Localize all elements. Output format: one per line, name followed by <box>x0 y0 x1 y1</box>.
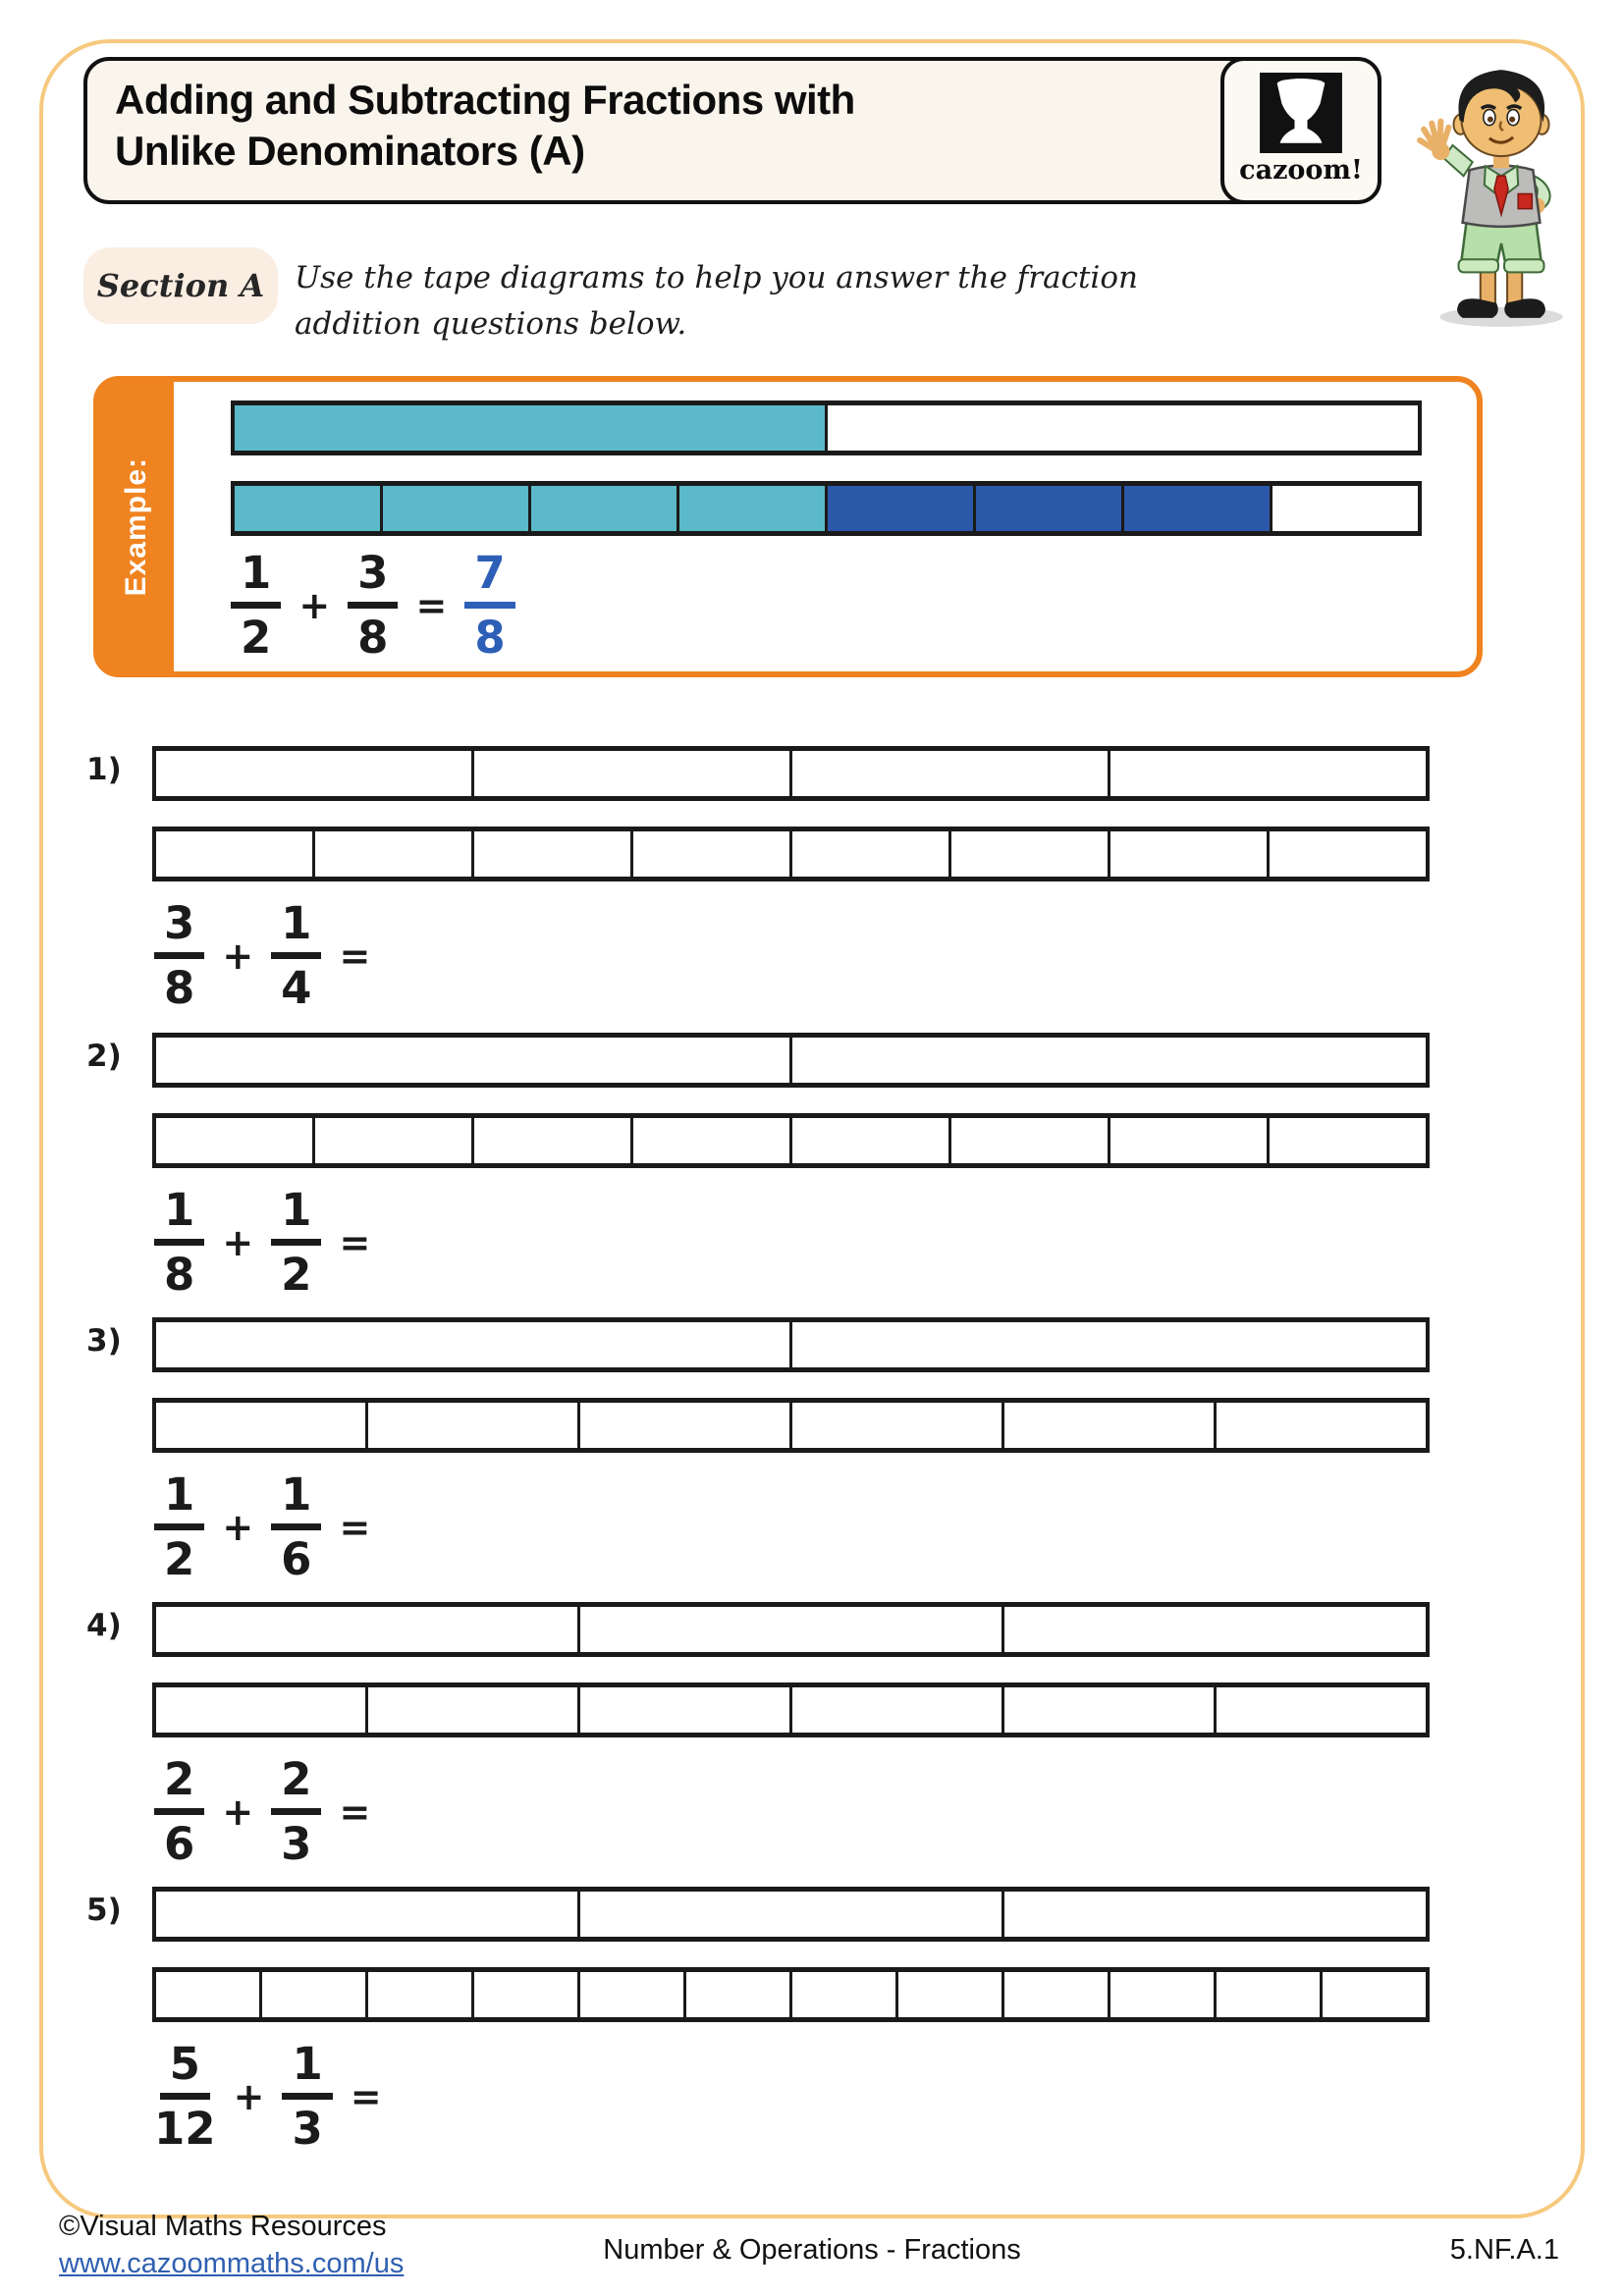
tape-cell <box>262 1972 368 2017</box>
tape-cell <box>383 486 531 531</box>
tape-cell <box>1004 1607 1426 1652</box>
fraction <box>154 2038 216 2155</box>
page-title <box>115 75 855 177</box>
tape-cell <box>792 1322 1426 1367</box>
fraction-numerator: 7 <box>464 551 514 609</box>
tape-diagram-top <box>152 1317 1430 1372</box>
question-equation <box>154 1753 388 1870</box>
tape-cell <box>1110 831 1270 877</box>
tape-cell <box>1124 486 1272 531</box>
tape-diagram-top <box>152 1887 1430 1942</box>
tape-cell <box>1270 831 1426 877</box>
fraction-denominator: 4 <box>281 962 312 1014</box>
equals-sign: = <box>339 1505 371 1549</box>
question-number: 1) <box>86 752 122 787</box>
footer-copyright: ©Visual Maths Resources <box>59 2211 387 2242</box>
tape-cell <box>828 486 976 531</box>
tape-cell <box>368 1687 580 1733</box>
question-1 <box>0 746 1624 1033</box>
instruction-line2: addition questions below. <box>295 306 687 342</box>
tape-cell <box>580 1403 792 1448</box>
tape-cell <box>792 1403 1004 1448</box>
fraction-numerator: 2 <box>154 1757 204 1815</box>
fraction <box>271 1184 321 1301</box>
example-box <box>93 376 1483 677</box>
footer-standard-code: 5.NF.A.1 <box>1449 2234 1559 2266</box>
cazoom-logo <box>1220 57 1381 204</box>
fraction <box>271 1753 321 1870</box>
fraction <box>154 1468 204 1585</box>
tape-cell <box>1004 1687 1217 1733</box>
fraction-numerator: 1 <box>231 551 281 609</box>
tape-cell <box>580 1972 686 2017</box>
title-box <box>83 57 1381 204</box>
section-label <box>83 247 278 324</box>
tape-cell <box>898 1972 1004 2017</box>
question-3 <box>0 1317 1624 1604</box>
fraction-denominator: 2 <box>241 612 272 664</box>
page-title-line2: Unlike Denominators (A) <box>115 128 585 174</box>
tape-cell <box>156 751 474 796</box>
example-tab-label: Example: <box>120 456 152 597</box>
fraction <box>231 547 281 664</box>
question-tapes <box>152 1033 1430 1319</box>
tape-cell <box>1110 751 1426 796</box>
tape-cell <box>792 751 1110 796</box>
fraction <box>154 897 204 1014</box>
example-tape-top <box>231 400 1422 455</box>
footer-url-link[interactable]: www.cazoommaths.com/us <box>59 2248 405 2279</box>
tape-cell <box>156 1892 580 1937</box>
fraction-numerator: 1 <box>271 901 321 959</box>
tape-cell <box>474 1118 633 1163</box>
fraction-numerator: 3 <box>154 901 204 959</box>
tape-cell <box>1004 1892 1426 1937</box>
tape-cell <box>580 1892 1004 1937</box>
fraction-numerator: 2 <box>271 1757 321 1815</box>
tape-cell <box>315 831 474 877</box>
fraction <box>154 1753 204 1870</box>
tape-cell <box>792 1687 1004 1733</box>
plus-sign: + <box>298 583 331 627</box>
fraction-denominator: 2 <box>281 1249 312 1301</box>
tape-cell <box>1272 486 1418 531</box>
tape-cell <box>156 1322 792 1367</box>
question-equation <box>154 2038 400 2155</box>
tape-cell <box>1217 1403 1426 1448</box>
equals-sign: = <box>339 1220 371 1264</box>
section-label-text: Section A <box>96 267 265 304</box>
tape-diagram-bottom <box>152 1682 1430 1737</box>
equals-sign: = <box>339 934 371 978</box>
example-tab <box>99 382 174 671</box>
equals-sign: = <box>350 2074 382 2118</box>
tape-cell <box>156 1687 368 1733</box>
fraction-numerator: 1 <box>154 1472 204 1530</box>
tape-cell <box>792 1972 898 2017</box>
tape-cell <box>474 751 792 796</box>
tape-cell <box>1004 1972 1110 2017</box>
plus-sign: + <box>222 1505 254 1549</box>
plus-sign: + <box>222 1220 254 1264</box>
tape-cell <box>156 1118 315 1163</box>
question-equation <box>154 897 388 1014</box>
fraction <box>271 1468 321 1585</box>
tape-diagram-bottom <box>152 1398 1430 1453</box>
fraction-denominator: 6 <box>281 1533 312 1585</box>
question-equation <box>154 1468 388 1585</box>
tape-cell <box>1110 1972 1217 2017</box>
fraction-denominator: 8 <box>164 962 195 1014</box>
question-tapes <box>152 1317 1430 1604</box>
equals-sign: = <box>415 583 448 627</box>
tape-cell <box>368 1403 580 1448</box>
tape-diagram-bottom <box>152 1967 1430 2022</box>
plus-sign: + <box>222 1789 254 1834</box>
tape-cell <box>156 1972 262 2017</box>
tape-diagram-top <box>152 746 1430 801</box>
tape-cell <box>951 831 1110 877</box>
tape-cell <box>156 1607 580 1652</box>
fraction-numerator: 1 <box>282 2042 332 2100</box>
instruction-line1: Use the tape diagrams to help you answer the fraction <box>295 260 1138 295</box>
cazoom-goblet-icon <box>1260 73 1342 153</box>
question-number: 5) <box>86 1893 122 1928</box>
tape-cell <box>474 1972 580 2017</box>
tape-diagram-bottom <box>152 827 1430 881</box>
fraction-numerator: 3 <box>348 551 398 609</box>
fraction-denominator: 12 <box>154 2103 216 2155</box>
fraction <box>154 1184 204 1301</box>
tape-diagram-top <box>152 1033 1430 1088</box>
tape-diagram-bottom <box>152 1113 1430 1168</box>
tape-diagram-top <box>152 1602 1430 1657</box>
tape-cell <box>1270 1118 1426 1163</box>
tape-cell <box>1217 1972 1323 2017</box>
tape-cell <box>679 486 828 531</box>
plus-sign: + <box>233 2074 265 2118</box>
tape-cell <box>531 486 679 531</box>
question-number: 3) <box>86 1323 122 1359</box>
question-5 <box>0 1887 1624 2173</box>
tape-cell <box>474 831 633 877</box>
fraction-numerator: 5 <box>160 2042 210 2100</box>
fraction-denominator: 3 <box>292 2103 323 2155</box>
instruction-text <box>295 255 1138 347</box>
tape-cell <box>633 1118 792 1163</box>
tape-cell <box>235 486 383 531</box>
plus-sign: + <box>222 934 254 978</box>
boy-character-illustration <box>1399 59 1603 332</box>
tape-cell <box>792 1038 1426 1083</box>
example-tape-bottom <box>231 481 1422 536</box>
tape-cell <box>951 1118 1110 1163</box>
tape-cell <box>976 486 1124 531</box>
tape-cell <box>1110 1118 1270 1163</box>
question-number: 4) <box>86 1608 122 1643</box>
equals-sign: = <box>339 1789 371 1834</box>
fraction-numerator: 1 <box>271 1472 321 1530</box>
fraction-denominator: 3 <box>281 1818 312 1870</box>
tape-cell <box>792 831 951 877</box>
fraction-denominator: 6 <box>164 1818 195 1870</box>
tape-cell <box>235 405 828 451</box>
tape-cell <box>633 831 792 877</box>
fraction <box>271 897 321 1014</box>
fraction <box>348 547 398 664</box>
fraction-numerator: 1 <box>271 1188 321 1246</box>
tape-cell <box>1004 1403 1217 1448</box>
question-number: 2) <box>86 1039 122 1074</box>
page-title-line1: Adding and Subtracting Fractions with <box>115 77 855 123</box>
question-tapes <box>152 746 1430 1033</box>
tape-cell <box>580 1607 1004 1652</box>
fraction-denominator: 8 <box>474 612 506 664</box>
fraction-denominator: 8 <box>164 1249 195 1301</box>
tape-cell <box>580 1687 792 1733</box>
tape-cell <box>156 1403 368 1448</box>
tape-cell <box>156 831 315 877</box>
question-2 <box>0 1033 1624 1319</box>
tape-cell <box>1323 1972 1426 2017</box>
tape-cell <box>828 405 1418 451</box>
tape-cell <box>315 1118 474 1163</box>
fraction-numerator: 1 <box>154 1188 204 1246</box>
example-equation <box>231 547 515 664</box>
question-tapes <box>152 1887 1430 2173</box>
tape-cell <box>368 1972 474 2017</box>
fraction-denominator: 2 <box>164 1533 195 1585</box>
result-fraction <box>464 547 514 664</box>
question-4 <box>0 1602 1624 1889</box>
cazoom-logo-text: cazoom! <box>1239 155 1363 186</box>
tape-cell <box>1217 1687 1426 1733</box>
tape-cell <box>792 1118 951 1163</box>
fraction <box>282 2038 332 2155</box>
footer-category: Number & Operations - Fractions <box>603 2234 1021 2266</box>
question-equation <box>154 1184 388 1301</box>
question-tapes <box>152 1602 1430 1889</box>
tape-cell <box>156 1038 792 1083</box>
tape-cell <box>686 1972 792 2017</box>
fraction-denominator: 8 <box>357 612 389 664</box>
